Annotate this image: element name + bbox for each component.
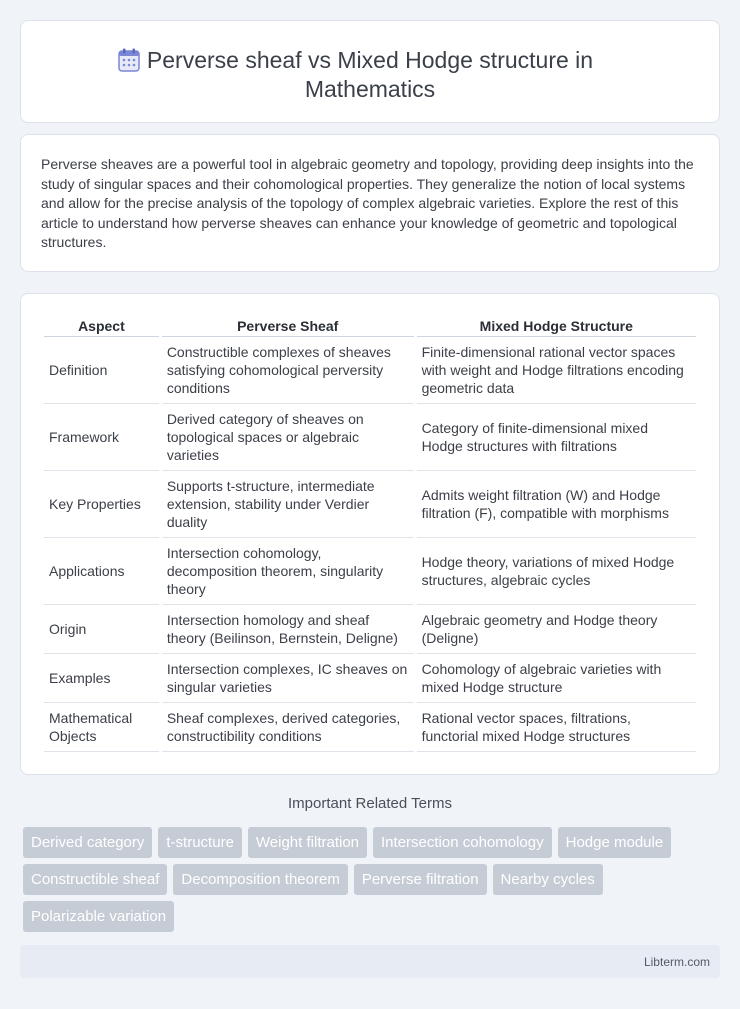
mixed-hodge-cell: Cohomology of algebraic varieties with mixed Hodge structure (417, 654, 696, 703)
mixed-hodge-cell: Category of finite-dimensional mixed Hodge structures with filtrations (417, 404, 696, 471)
page-title (21, 46, 719, 104)
mixed-hodge-cell: Rational vector spaces, filtrations, functorial mixed Hodge structures (417, 703, 696, 752)
perverse-sheaf-cell: Intersection complexes, IC sheaves on singular varieties (162, 654, 414, 703)
aspect-cell: Applications (44, 538, 159, 605)
mixed-hodge-cell: Hodge theory, variations of mixed Hodge structures, algebraic cycles (417, 538, 696, 605)
table-row (44, 471, 696, 538)
header-mixed-hodge-structure: Mixed Hodge Structure (417, 316, 696, 337)
title-card (20, 20, 720, 123)
term-tag-constructible-sheaf[interactable]: Constructible sheaf (23, 864, 167, 895)
perverse-sheaf-cell: Supports t-structure, intermediate extension, stability under Verdier duality (162, 471, 414, 538)
term-tag-derived-category[interactable]: Derived category (23, 827, 152, 858)
perverse-sheaf-cell: Sheaf complexes, derived categories, constructibility conditions (162, 703, 414, 752)
term-tag-nearby-cycles[interactable]: Nearby cycles (493, 864, 603, 895)
intro-paragraph: Perverse sheaves are a powerful tool in algebraic geometry and topology, providing deep insights into the study of singular spaces and their cohomological properties. They generalize the notion of local systems and allow for the precise analysis of the topology of complex algebraic varieties. Explore the rest of this article to understand how perverse sheaves can enhance your knowledge of geometric and topological structures. (41, 156, 694, 251)
term-tag-perverse-filtration[interactable]: Perverse filtration (354, 864, 487, 895)
comparison-card (20, 293, 720, 775)
page-title-line-2: Mathematics (304, 76, 436, 102)
perverse-sheaf-cell: Constructible complexes of sheaves satisfying cohomological perversity conditions (162, 337, 414, 404)
aspect-cell: Key Properties (44, 471, 159, 538)
table-row (44, 337, 696, 404)
table-header-row (44, 316, 696, 337)
table-row (44, 605, 696, 654)
footer-site-link[interactable]: Libterm.com (643, 955, 710, 969)
mixed-hodge-cell: Admits weight filtration (W) and Hodge filtration (F), compatible with morphisms (417, 471, 696, 538)
related-terms-list (23, 827, 723, 938)
term-tag-polarizable-variation[interactable]: Polarizable variation (23, 901, 174, 932)
footer (20, 945, 720, 978)
aspect-cell: Origin (44, 605, 159, 654)
perverse-sheaf-cell: Intersection homology and sheaf theory (Beilinson, Bernstein, Deligne) (162, 605, 414, 654)
related-terms-heading: Important Related Terms (288, 795, 452, 812)
comparison-table (41, 316, 699, 752)
mixed-hodge-cell: Algebraic geometry and Hodge theory (Deligne) (417, 605, 696, 654)
term-tag-t-structure[interactable]: t-structure (158, 827, 242, 858)
term-tag-weight-filtration[interactable]: Weight filtration (248, 827, 367, 858)
aspect-cell: Mathematical Objects (44, 703, 159, 752)
term-tag-decomposition-theorem[interactable]: Decomposition theorem (173, 864, 347, 895)
aspect-cell: Definition (44, 337, 159, 404)
aspect-cell: Examples (44, 654, 159, 703)
mixed-hodge-cell: Finite-dimensional rational vector spaces with weight and Hodge filtrations encoding geometric data (417, 337, 696, 404)
term-tag-hodge-module[interactable]: Hodge module (558, 827, 672, 858)
table-row (44, 404, 696, 471)
intro-card (20, 134, 720, 272)
table-row (44, 538, 696, 605)
table-row (44, 703, 696, 752)
perverse-sheaf-cell: Intersection cohomology, decomposition theorem, singularity theory (162, 538, 414, 605)
aspect-cell: Framework (44, 404, 159, 471)
table-row (44, 654, 696, 703)
perverse-sheaf-cell: Derived category of sheaves on topological spaces or algebraic varieties (162, 404, 414, 471)
term-tag-intersection-cohomology[interactable]: Intersection cohomology (373, 827, 552, 858)
header-perverse-sheaf: Perverse Sheaf (162, 316, 414, 337)
header-aspect: Aspect (44, 316, 159, 337)
page-title-line-1: Perverse sheaf vs Mixed Hodge structure in (146, 47, 594, 73)
